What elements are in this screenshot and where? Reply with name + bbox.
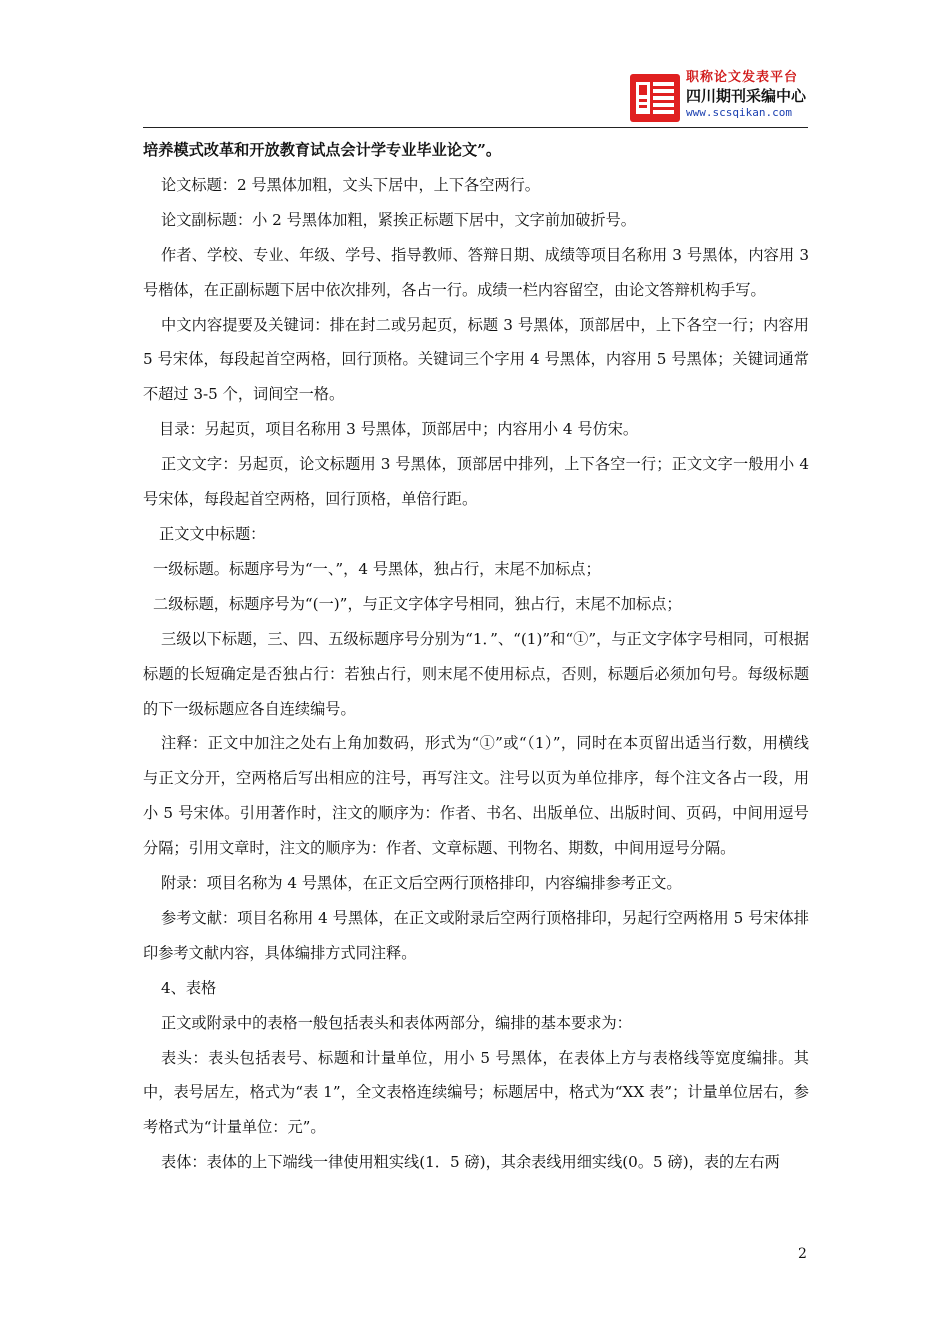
paragraph-table-body: 表体：表体的上下端线一律使用粗实线(1．5 磅)，其余表线用细实线(0。5 磅)，表的左右两: [161, 1153, 780, 1172]
brand-name: 四川期刊采编中心: [686, 87, 807, 105]
document-body: [143, 133, 809, 1180]
paragraph-notes: 注释：正文中加注之处右上角加数码，形式为“①”或“（1）”，同时在本页留出适当行数，用横线与正文分开，空两格后写出相应的注号，再写注文。注号以页为单位排序，每个注文各占一段，用小 5 号宋体。引用著作时，注文的顺序为：作者、书名、出版单位、出版时间、页码，中间用逗号分隔；引用文章时，注文的顺序为：作者、文章标题、刊物名、期数，中间用逗号分隔。: [143, 734, 809, 858]
paragraph-heading-level3: 三级以下标题，三、四、五级标题序号分别为“1．”、“(1)”和“①”，与正文字体字号相同，可根据标题的长短确定是否独占行：若独占行，则末尾不使用标点，否则，标题后必须加句号。每级标题的下一级标题应各自连续编号。: [143, 629, 809, 718]
header-divider: [143, 127, 808, 128]
brand-url[interactable]: www.scsqikan.com: [686, 106, 792, 119]
paragraph-continuation: 培养模式改革和开放教育试点会计学专业毕业论文”。: [143, 141, 502, 159]
paragraph-table-header: 表头：表头包括表号、标题和计量单位，用小 5 号黑体，在表体上方与表格线等宽度编排。其中，表号居左，格式为“表 1”，全文表格连续编号；标题居中，格式为“XX 表”；计量单位居右，参考格式为“计量单位：元”。: [143, 1048, 809, 1137]
paragraph-table-intro: 正文或附录中的表格一般包括表头和表体两部分，编排的基本要求为：: [161, 1013, 632, 1032]
newspaper-logo-icon: [630, 74, 680, 122]
paragraph-heading-level1: 一级标题。标题序号为“一、”，4 号黑体，独占行，末尾不加标点；: [153, 559, 601, 578]
paragraph-toc: 目录：另起页，项目名称用 3 号黑体，顶部居中；内容用小 4 号仿宋。: [159, 420, 639, 439]
paragraph-references: 参考文献：项目名称用 4 号黑体，在正文或附录后空两行顶格排印，另起行空两格用 5 号宋体排印参考文献内容，具体编排方式同注释。: [143, 908, 809, 962]
paragraph-heading-intro: 正文文中标题：: [159, 524, 266, 543]
paragraph-body-text: 正文文字：另起页，论文标题用 3 号黑体，顶部居中排列，上下各空一行；正文文字一般用小 4 号宋体，每段起首空两格，回行顶格，单倍行距。: [143, 455, 809, 509]
paragraph-title-format: 论文标题：2 号黑体加粗，文头下居中，上下各空两行。: [161, 175, 540, 194]
paragraph-heading-level2: 二级标题，标题序号为“(一)”，与正文字体字号相同，独占行，末尾不加标点；: [153, 594, 682, 613]
paragraph-subtitle-format: 论文副标题：小 2 号黑体加粗，紧挨正标题下居中，文字前加破折号。: [161, 210, 636, 229]
paragraph-abstract-keywords: 中文内容提要及关键词：排在封二或另起页，标题 3 号黑体，顶部居中，上下各空一行；内容用 5 号宋体，每段起首空两格，回行顶格。关键词三个字用 4 号黑体，内容用 5 号黑体；关键词通常不超过 3-5 个，词间空一格。: [143, 315, 809, 404]
section-heading-tables: 4、表格: [161, 978, 217, 997]
paragraph-author-info: 作者、学校、专业、年级、学号、指导教师、答辩日期、成绩等项目名称用 3 号黑体，内容用 3 号楷体，在正副标题下居中依次排列，各占一行。成绩一栏内容留空，由论文答辩机构手写。: [143, 245, 809, 299]
paragraph-appendix: 附录：项目名称为 4 号黑体，在正文后空两行顶格排印，内容编排参考正文。: [161, 874, 682, 893]
page-header: [0, 0, 950, 130]
brand-tagline: 职称论文发表平台: [686, 70, 799, 85]
page-number: 2: [798, 1246, 807, 1262]
brand-block: [686, 70, 836, 120]
